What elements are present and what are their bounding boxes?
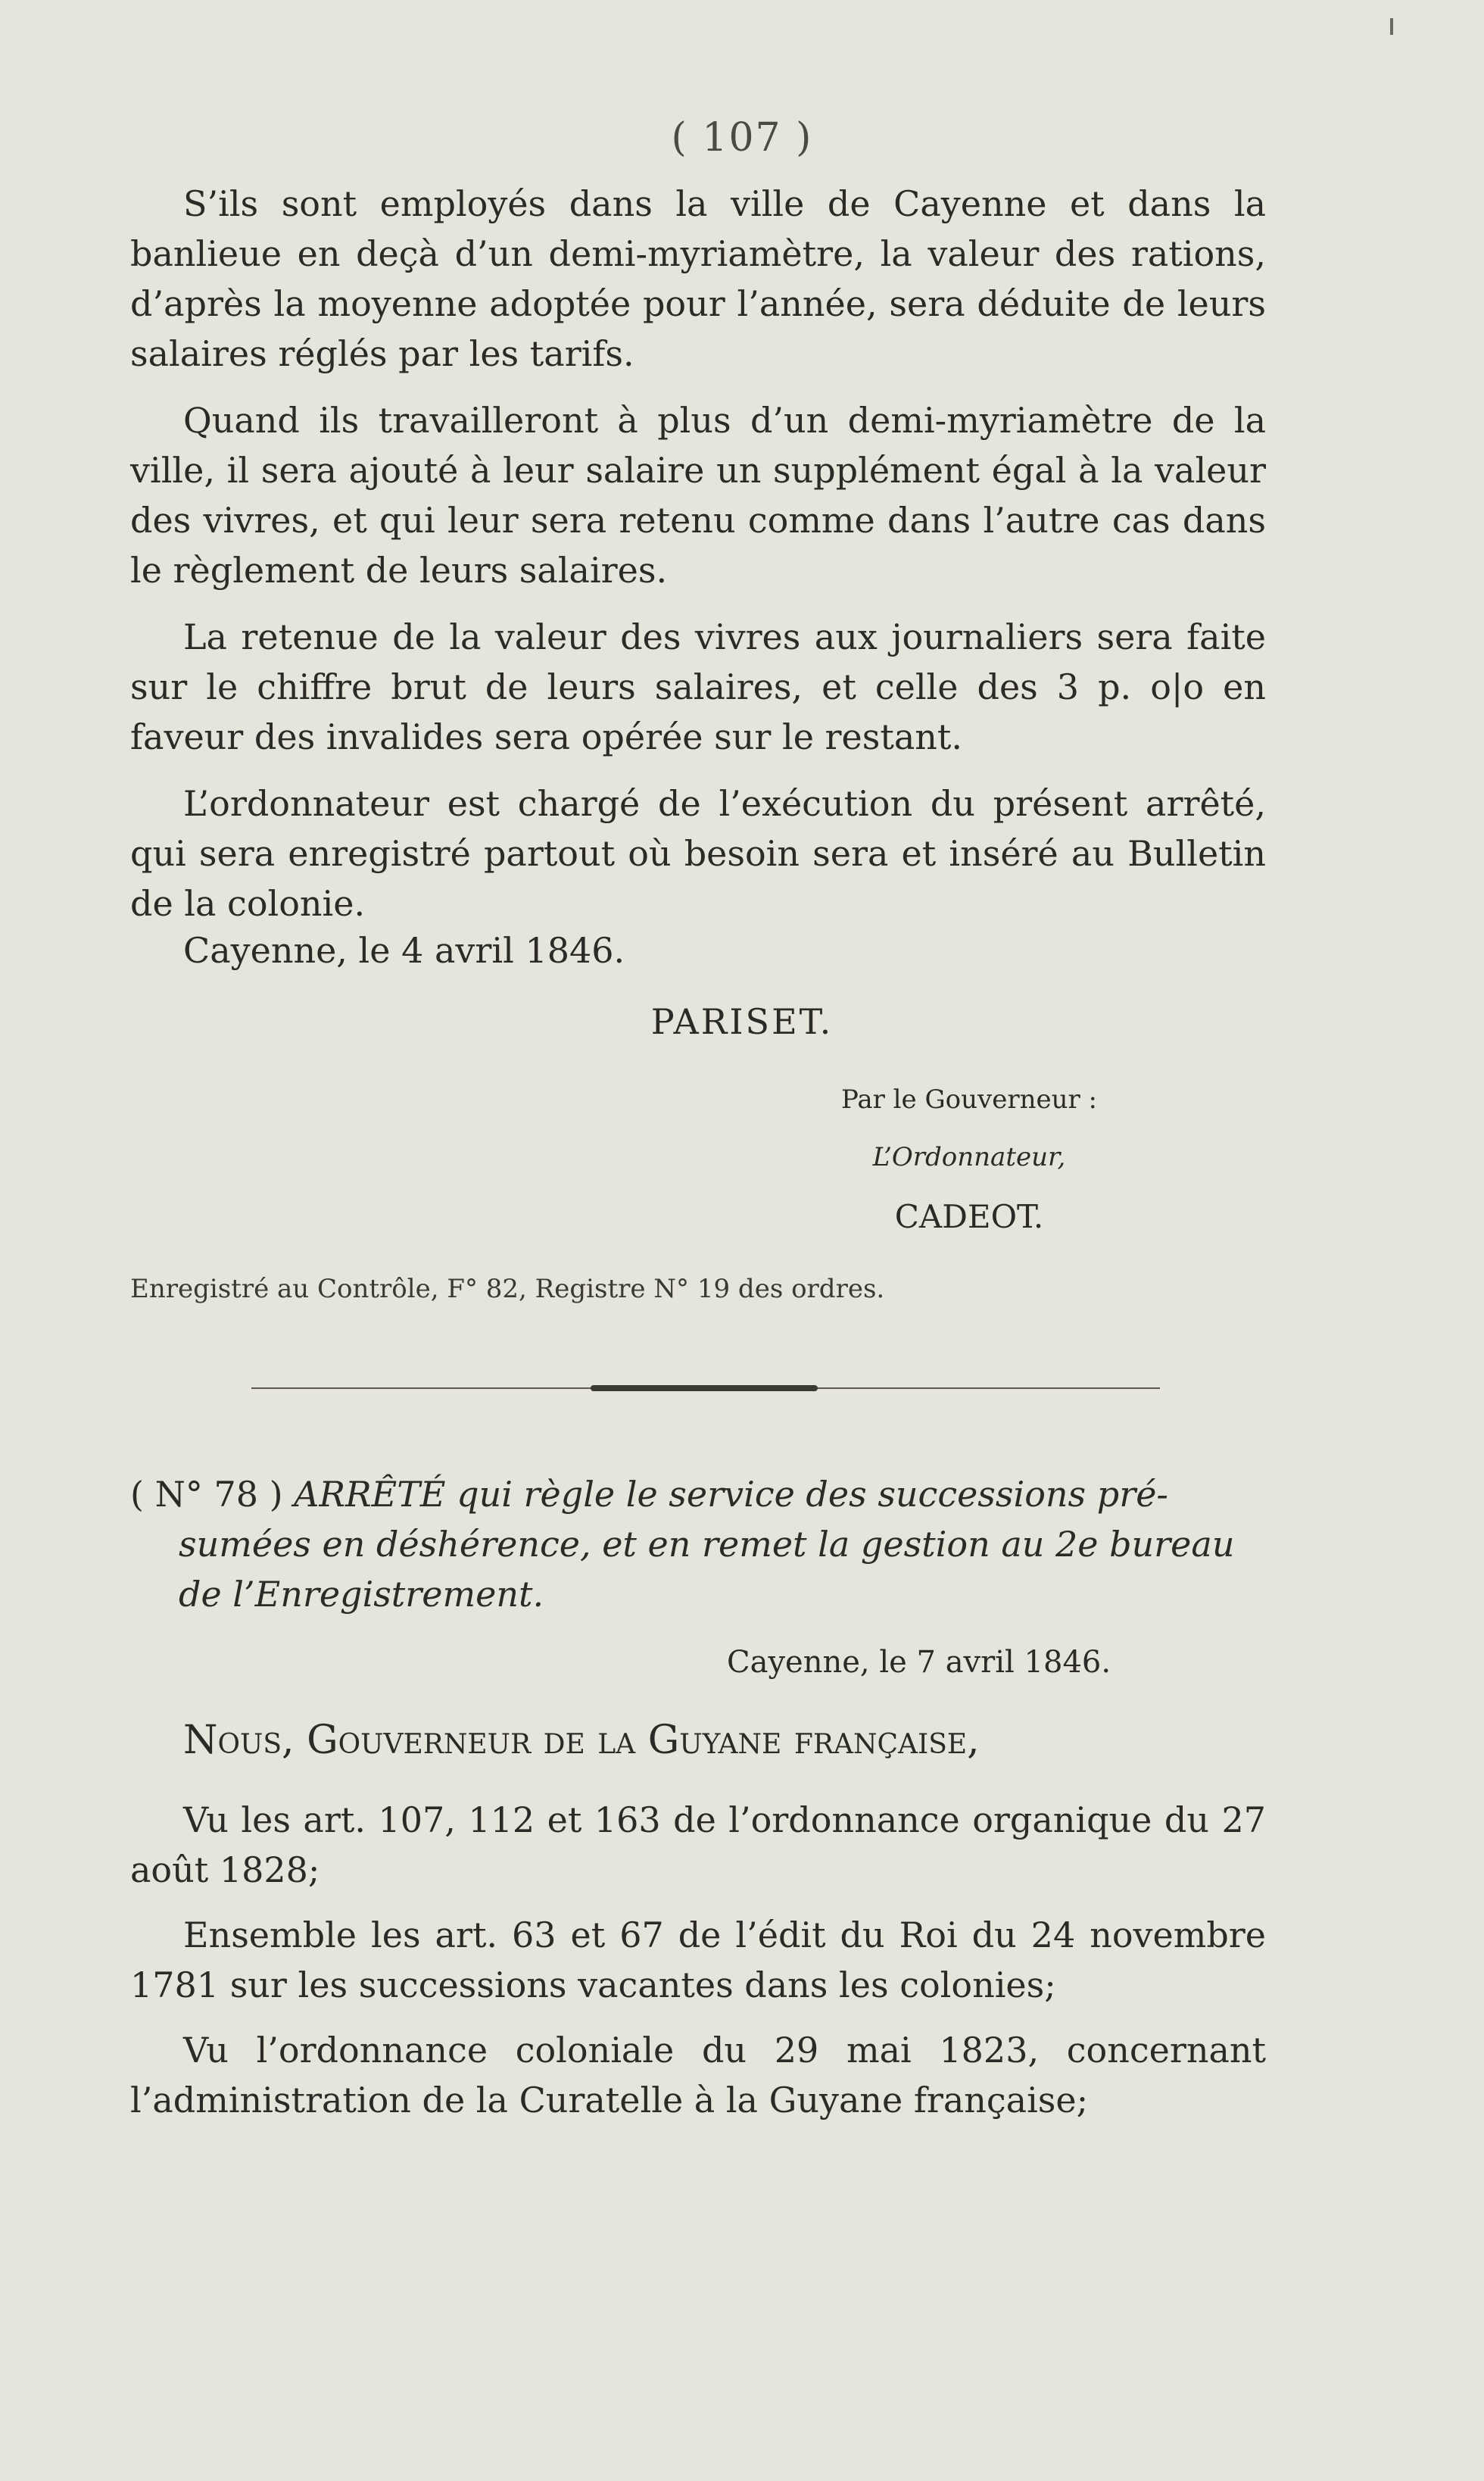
signature-name: PARISET.: [650, 1001, 834, 1042]
paragraph-3: La retenue de la valeur des vivres aux journaliers sera faite sur le chiffre brut de leurs salaires, et celle des 3 p. o|o en faveur des invalides sera opérée sur le restant.: [130, 616, 1266, 757]
body-text: [130, 179, 1266, 945]
signature-by-line: Par le Gouverneur :: [840, 1084, 1098, 1115]
preamble: Nous, Gouverneur de la Guyane française,: [183, 1718, 980, 1763]
ordinance-number: ( N° 78 ): [130, 1474, 283, 1515]
separator-ornament: [591, 1385, 818, 1391]
paragraph-4: L’ordonnateur est chargé de l’exécution du présent arrêté, qui sera enregistré partout où besoin sera et inséré au Bulletin de la colonie.: [130, 783, 1266, 924]
registry-note: Enregistré au Contrôle, F° 82, Registre N° 19 des ordres.: [130, 1274, 885, 1304]
countersignature: CADEOT.: [894, 1198, 1044, 1235]
paragraph-2: Quand ils travailleront à plus d’un demi-myriamètre de la ville, il sera ajouté à leur salaire un supplément égal à la valeur des vivres, et qui leur sera retenu comme dans l’autre cas dans le règlement de leurs salaires.: [130, 400, 1266, 591]
page-number: ( 107 ): [671, 115, 813, 161]
considerant-2: Ensemble les art. 63 et 67 de l’édit du Roi du 24 novembre 1781 sur les successions vacantes dans les colonies;: [130, 1915, 1266, 2005]
ordinance-title-line-1: ARRÊTÉ qui règle le service des successions pré-: [294, 1474, 1168, 1515]
ordinance-title-line-2: sumées en déshérence, et en remet la gestion au 2e bureau: [179, 1524, 1235, 1565]
ordinance-heading: [130, 1469, 1266, 1619]
margin-mark: [1390, 18, 1393, 35]
considerant-1: Vu les art. 107, 112 et 163 de l’ordonnance organique du 27 août 1828;: [130, 1799, 1266, 1890]
ordinance-date: Cayenne, le 7 avril 1846.: [727, 1645, 1111, 1680]
paragraph-1: S’ils sont employés dans la ville de Cayenne et dans la banlieue en deçà d’un demi-myriamètre, la valeur des rations, d’après la moyenne adoptée pour l’année, sera déduite de leurs salaires réglés par les tarifs.: [130, 183, 1266, 374]
considerant-3: Vu l’ordonnance coloniale du 29 mai 1823, concernant l’administration de la Curatelle à la Guyane française;: [130, 2030, 1266, 2121]
considerants: [130, 1795, 1266, 2140]
dateline: Cayenne, le 4 avril 1846.: [183, 930, 625, 971]
signature-role: L’Ordonnateur,: [872, 1142, 1066, 1172]
ordinance-title-line-3: de l’Enregistrement.: [179, 1574, 544, 1615]
